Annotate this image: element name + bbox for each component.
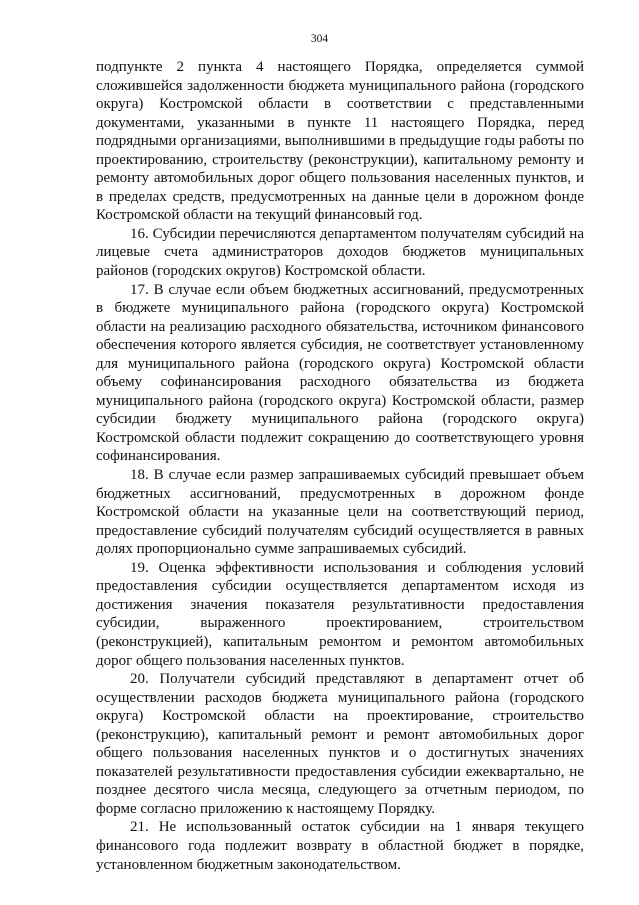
paragraph-19: 19. Оценка эффективности использования и соблюдения условий предоставления субсидии осуществляется департаментом исходя из достижения значения показателя результативности предоставления субсидии, выраженного проектированием, строительством (реконструкцией), капитальным ремонтом и ремонтом автомобильных дорог общего пользования населенных пунктов.	[96, 559, 584, 669]
paragraph-16: 16. Субсидии перечисляются департаментом получателям субсидий на лицевые счета администраторов доходов бюджетов муниципальных районов (городских округов) Костромской области.	[96, 225, 584, 280]
paragraph-18: 18. В случае если размер запрашиваемых субсидий превышает объем бюджетных ассигнований, предусмотренных в дорожном фонде Костромской области на указанные цели на соответствующий период, предоставление субсидий получателям субсидий осуществляется в равных долях пропорционально сумме запрашиваемых субсидий.	[96, 467, 584, 558]
document-body	[96, 58, 584, 874]
paragraph-21: 21. Не использованный остаток субсидии на 1 января текущего финансового года подлежит возврату в областной бюджет в порядке, установленном бюджетным законодательством.	[96, 819, 584, 873]
paragraph-continuation: подпункте 2 пункта 4 настоящего Порядка, определяется суммой сложившейся задолженности бюджета муниципального района (городского округа) Костромской области в соответствии с представленными документами, указанными в пункте 11 настоящего Порядка, перед подрядными организациями, выполнившими в предыдущие годы работы по проектированию, строительству (реконструкции), капитальному ремонту и ремонту автомобильных дорог общего пользования населенных пунктов, и в пределах средств, предусмотренных на данные цели в дорожном фонде Костромской области на текущий финансовый год.	[96, 59, 584, 224]
paragraph-17: 17. В случае если объем бюджетных ассигнований, предусмотренных в бюджете муниципального района (городского округа) Костромской области на реализацию расходного обязательства, источником финансового обеспечения которого является субсидия, не соответствует установленному для муниципального района (городского округа) Костромской области объему софинансирования расходного обязательства из бюджета муниципального района (городского округа) Костромской области, размер субсидии бюджету муниципального района (городского округа) Костромской области подлежит сокращению до соответствующего уровня софинансирования.	[96, 281, 584, 465]
paragraph-20: 20. Получатели субсидий представляют в департамент отчет об осуществлении расходов бюджета муниципального района (городского округа) Костромской области на проектирование, строительство (реконструкцию), капитальный ремонт и ремонт автомобильных дорог общего пользования населенных пунктов и о достигнутых значениях показателей результативности предоставления субсидии ежеквартально, не позднее десятого числа месяца, следующего за отчетным периодом, по форме согласно приложению к настоящему Порядку.	[96, 671, 584, 817]
page-number: 304	[310, 33, 329, 45]
